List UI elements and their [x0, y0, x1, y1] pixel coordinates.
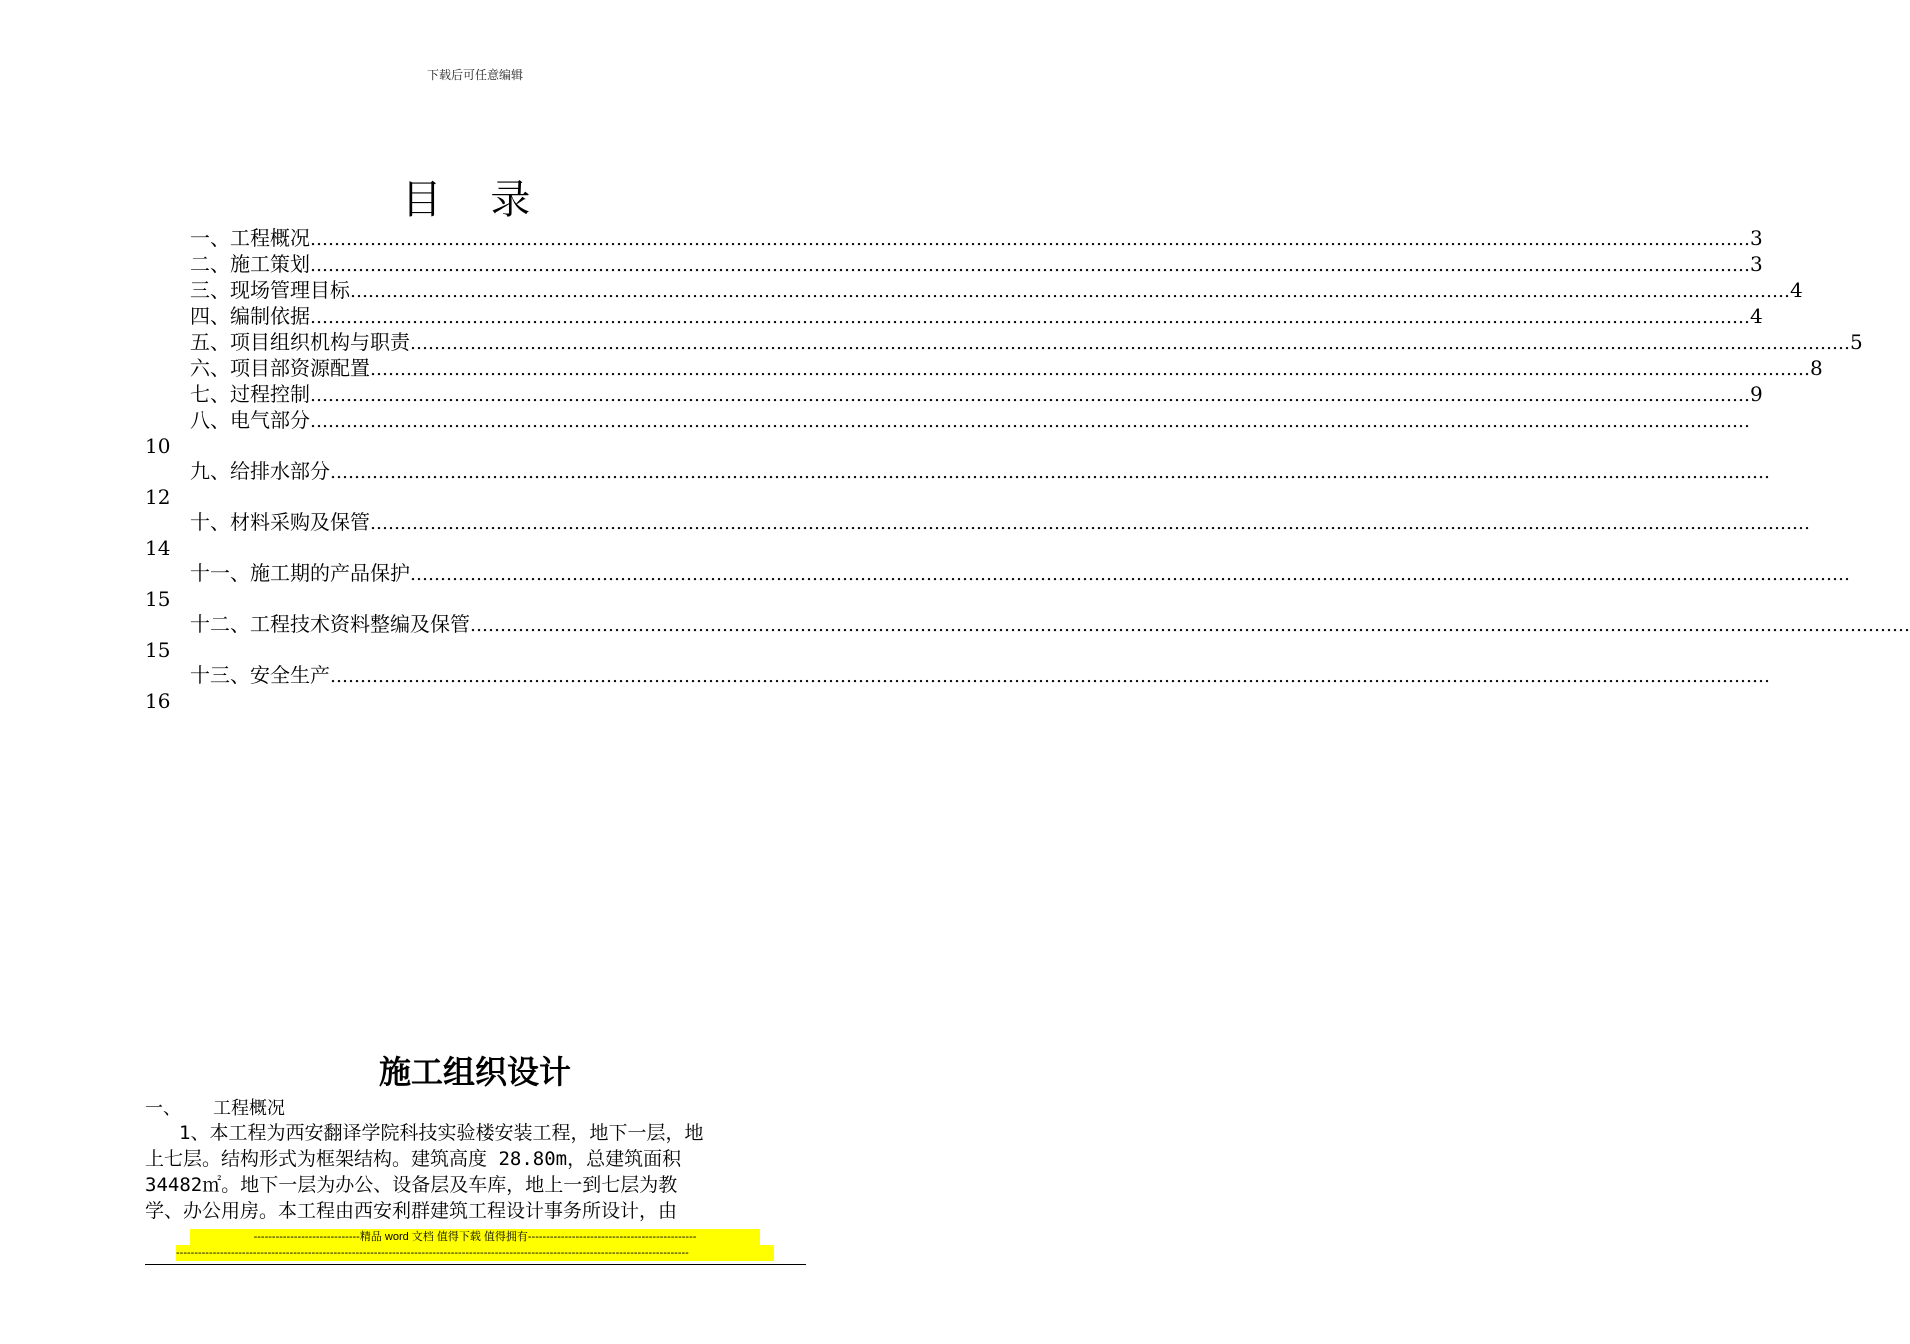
toc-entry-label: 七、过程控制: [190, 382, 310, 406]
toc-entry: [145, 252, 1763, 278]
footer-banner-line-2: --------------------------------------------------------------------------------------------------------------------------------------------: [176, 1245, 774, 1261]
toc-page-wrapped: [145, 434, 805, 459]
toc-leader-dots: ……………………………………………………………………………………………………………………………………………………………………………………………………………………: [330, 666, 1770, 687]
toc-entry: [145, 459, 1770, 510]
toc-entry-label: 十一、施工期的产品保护: [190, 561, 410, 585]
toc-page-wrapped: [145, 485, 805, 510]
toc-entry-page: 4: [1750, 304, 1763, 328]
toc-entry-label: 二、施工策划: [190, 252, 310, 276]
toc-page-wrapped: [145, 587, 805, 612]
toc-entry-page: 3: [1750, 252, 1763, 276]
toc-leader-dots: ……………………………………………………………………………………………………………………………………………………………………………………………………………………: [470, 615, 1910, 636]
toc-entry-label: 四、编制依据: [190, 304, 310, 328]
toc-entry-page: 5: [1850, 330, 1863, 354]
section-heading: [145, 1096, 285, 1122]
toc-leader-dots: ……………………………………………………………………………………………………………………………………………………………………………………………………………………: [370, 513, 1810, 534]
toc-line: [145, 278, 1803, 304]
toc-entry-page: 8: [1810, 356, 1823, 380]
toc-leader-dots: ……………………………………………………………………………………………………………………………………………………………………………………………………………………: [310, 307, 1750, 328]
table-of-contents: [145, 226, 1910, 714]
toc-entry-page: 16: [145, 689, 171, 713]
toc-line: [145, 459, 1770, 485]
toc-page-wrapped: [145, 638, 805, 663]
toc-leader-dots: ……………………………………………………………………………………………………………………………………………………………………………………………………………………: [310, 255, 1750, 276]
paragraph-line: 上七层。结构形式为框架结构。建筑高度 28.80m，总建筑面积: [145, 1148, 682, 1170]
toc-entry: [145, 561, 1850, 612]
toc-leader-dots: ……………………………………………………………………………………………………………………………………………………………………………………………………………………: [350, 281, 1790, 302]
toc-entry-page: 15: [145, 638, 171, 662]
toc-entry: [145, 408, 1750, 459]
toc-leader-dots: ……………………………………………………………………………………………………………………………………………………………………………………………………………………: [370, 359, 1810, 380]
toc-entry: [145, 226, 1763, 252]
toc-line: [145, 356, 1823, 382]
toc-page-wrapped: [145, 689, 805, 714]
toc-entry-label: 十三、安全生产: [190, 663, 330, 687]
toc-line: [145, 510, 1810, 536]
toc-entry-label: 十二、工程技术资料整编及保管: [190, 612, 470, 636]
toc-entry: [145, 663, 1770, 714]
toc-entry-page: 9: [1750, 382, 1763, 406]
header-note: 下载后可任意编辑: [426, 68, 523, 82]
footer-rule: [145, 1264, 806, 1265]
toc-entry-label: 八、电气部分: [190, 408, 310, 432]
toc-entry: [145, 612, 1910, 663]
toc-leader-dots: ……………………………………………………………………………………………………………………………………………………………………………………………………………………: [410, 333, 1850, 354]
toc-entry: [145, 304, 1763, 330]
footer-banner-line-1: -----------------------------精品 word 文档 值得下载 值得拥有----------------------------------------------: [190, 1229, 760, 1245]
toc-line: [145, 304, 1763, 330]
toc-line: [145, 663, 1770, 689]
toc-entry-label: 九、给排水部分: [190, 459, 330, 483]
toc-entry-page: 3: [1750, 226, 1763, 250]
toc-line: [145, 612, 1910, 638]
body-paragraph: [145, 1120, 807, 1224]
toc-entry-label: 十、材料采购及保管: [190, 510, 370, 534]
toc-line: [145, 382, 1763, 408]
toc-line: [145, 252, 1763, 278]
toc-entry-label: 六、项目部资源配置: [190, 356, 370, 380]
toc-entry-page: 14: [145, 536, 171, 560]
paragraph-line: 34482㎡。地下一层为办公、设备层及车库，地上一到七层为教: [145, 1174, 678, 1196]
toc-line: [145, 226, 1763, 252]
toc-line: [145, 408, 1750, 434]
paragraph-line: 1、本工程为西安翻译学院科技实验楼安装工程，地下一层，地: [179, 1122, 704, 1144]
toc-entry: [145, 382, 1763, 408]
toc-entry-page: 10: [145, 434, 171, 458]
paragraph-line: 学、办公用房。本工程由西安利群建筑工程设计事务所设计，由: [145, 1200, 678, 1222]
toc-page-wrapped: [145, 536, 805, 561]
section-title: 工程概况: [213, 1098, 285, 1119]
section-number: 一、: [145, 1098, 181, 1119]
toc-line: [145, 330, 1863, 356]
toc-title: 目 录: [401, 177, 549, 223]
toc-entry: [145, 278, 1803, 304]
toc-leader-dots: ……………………………………………………………………………………………………………………………………………………………………………………………………………………: [410, 564, 1850, 585]
toc-leader-dots: ……………………………………………………………………………………………………………………………………………………………………………………………………………………: [310, 229, 1750, 250]
toc-entry: [145, 356, 1823, 382]
toc-line: [145, 561, 1850, 587]
toc-entry-label: 三、现场管理目标: [190, 278, 350, 302]
toc-leader-dots: ……………………………………………………………………………………………………………………………………………………………………………………………………………………: [330, 462, 1770, 483]
toc-entry-label: 一、工程概况: [190, 226, 310, 250]
toc-entry-label: 五、项目组织机构与职责: [190, 330, 410, 354]
toc-entry-page: 4: [1790, 278, 1803, 302]
toc-entry-page: 15: [145, 587, 171, 611]
toc-leader-dots: ……………………………………………………………………………………………………………………………………………………………………………………………………………………: [310, 411, 1750, 432]
toc-entry: [145, 330, 1863, 356]
toc-leader-dots: ……………………………………………………………………………………………………………………………………………………………………………………………………………………: [310, 385, 1750, 406]
toc-entry-page: 12: [145, 485, 171, 509]
document-title: 施工组织设计: [378, 1053, 571, 1091]
toc-entry: [145, 510, 1810, 561]
